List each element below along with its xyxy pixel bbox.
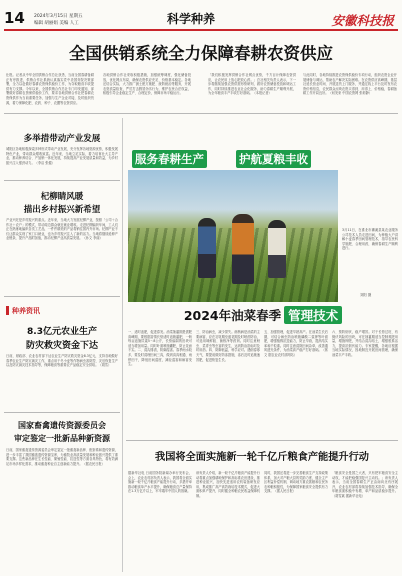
fund-headline-1: 8.3亿元农业生产 <box>27 327 97 337</box>
willow-headline-2: 描出乡村振兴新希望 <box>23 205 101 215</box>
masthead-logo: 安徽科技报 <box>331 13 394 28</box>
rapeseed-col-3: 五、加强管理，促进早熟高产。在油菜生长后期，可结合病虫防治喷施磷酸二氢钾等叶面肥，增强植株抗逆能力，防止早衰，提高结实率和千粒重。同时注意清除田间杂草，改善通风透光条件，为油菜高产稳产打好基础。（郭文 据农业农村部网站） <box>264 330 328 357</box>
grain-col-4: 「粮食安全是国之大者，只有把牢粮食安全主动权，才能把稳强国复兴主动权。」该负责人表示，当前全国春耕生产正由南向北有序展开，农业农村部将持续加强技术指导，确保全年粮食面积稳中有增、单产和品质稳步提升。（胡雪斌 据新华社电） <box>332 471 398 498</box>
column-label-mark <box>6 306 9 315</box>
rapeseed-divider <box>126 440 398 441</box>
photo-person-1 <box>198 218 216 278</box>
industry-headline: 多举措带动产业发展 <box>23 134 101 144</box>
photo-slogan-right: 护航夏粮丰收 <box>236 150 311 168</box>
issue-date: 2024年3月15日 星期五 <box>34 14 83 19</box>
news-photo <box>128 170 338 302</box>
lead-col-4: 与此同时，各地持续推进农资保供稳价专项行动，组织农资企业开展储备与调运，帮助农户解决实际困难。在农资供应高峰期，基层社延长营业时间、开展送货上门服务，并通过线上平台及时发布农资价格信息，农民群众反映农资买得到、用得上、价格稳，春耕备耕工作开局良好。（何发来 中国农资网 张莉静） <box>303 73 397 96</box>
photo-banner <box>128 150 332 166</box>
grain-col-3: 同时，我国还将进一步完善粮食生产支持政策体系，加大对产粮大县的奖励力度，健全主产区利益补偿机制，调动地方重农抓粮和农民务农种粮积极性，为保障国家粮食安全提供有力支撑。（据人民日报） <box>264 471 328 494</box>
photo-person-3 <box>268 220 286 278</box>
breed-headline-1: 国家畜禽遗传资源委员会 <box>18 421 106 430</box>
fund-divider <box>4 412 120 413</box>
industry-divider <box>4 180 120 181</box>
industry-body: 城阳区各地积极探索多种形式带动产业发展，充分发挥各地资源优势，积极发展特色产业，带动群众增收致富。近年来，当地立足实际，着力培育壮大主导产业，推动种养结合、产加销一体化发展，持续提高产业发展质量和效益，为乡村振兴注入强劲动力。（李洁 张健） <box>6 147 118 165</box>
willow-body: 产业兴旺是乡村振兴的重点。近年来，当地大力发展杞柳产业，按照「公司＋合作社＋农户」的模式，带动周边群众就近就业增收。走进杞柳编织车间，工人们正在熟练地编织各类工艺品，一件件精美的产品将销往国内外市场。杞柳产业不仅让群众实现了家门口就业，也为乡村振兴注入了新的活力。当地将继续延伸产业链条，提升产品附加值，推动杞柳产业高质量发展。（孙文 李丽） <box>6 218 118 241</box>
editors-line: 编辑 胡丽娟 美编 人工 <box>34 21 79 26</box>
photo-caption: 3月11日，在淮北市濉溪县某农业服务公司技术人员走进田间，为种植大户讲解小麦春季田间管理技术，指导农民科学施肥、合理用药，确保春耕生产顺利进行。 <box>342 228 398 251</box>
rapeseed-headline-pre: 2024年油菜春季 <box>183 308 282 323</box>
grain-headline: 我国将全面实施新一轮千亿斤粮食产能提升行动 <box>155 452 369 463</box>
photo-person-2 <box>232 214 254 284</box>
grain-col-2: 该负责人介绍，新一轮千亿斤粮食产能提升行动将重点加强耕地保护和高标准农田建设，推进种业振兴，加快先进适用农机装备研发应用，集成推广高产高效栽培技术模式，促进大面积单产提升，同时健全种粮农民收益保障机制。 <box>196 471 260 498</box>
grain-col-1: 据新华社电 日前国务院新闻办举行发布会，会上，农业农村部负责人表示，我国将全面实施新一轮千亿斤粮食产能提升行动，多措并举推动粮食单产水平提升，确保粮食总产量保持在1.3万亿斤以上，牢牢端牢中国人的饭碗。 <box>128 471 192 494</box>
willow-divider <box>4 296 120 297</box>
lead-divider <box>4 113 398 114</box>
section-title: 科学种养 <box>167 12 216 26</box>
left-column-rule <box>122 118 123 572</box>
news-column-label <box>6 305 40 316</box>
rapeseed-col-2: 三、防治病虫，减少损失。菌核病是油菜的主要病害，应在初花期至盛花期及时喷药防治，可选用咪鲜胺、菌核净等药剂。同时注意蚜虫、菜青虫等虫害的发生，达到防治指标时及时用药。四、防御低温，科学应对。遇倒春寒天气，要提前做好防冻措施，冻后及时追施速效肥，促进恢复生长。 <box>196 330 260 362</box>
fund-headline-2: 防灾救灾资金下达 <box>25 341 98 351</box>
photo-slogan-left: 服务春耕生产 <box>132 150 207 168</box>
rapeseed-col-1: 一、适时追肥，促进春发。油菜抽薹期是需肥高峰期，要根据苗情长势适时追施薹肥，一般每亩追施尿素5～8公斤，长势偏弱的田块可适当增加用量。同时叶面喷施硼肥，防止花而不实。二、清沟排渍，防御湿害。春季雨水较多，要及时清理田间三沟，做到沟沟相通、雨停田干，降低田间湿度，减轻湿害和病害发生。 <box>128 330 192 367</box>
header-rule <box>4 29 398 31</box>
rapeseed-col-4: 六、预防倒伏，稳产增效。对于长势过旺、有倒伏风险的田块，可在抽薹期适当控制氮肥用量，增施钾肥，并结合清沟培土，增强根系活力，提高抗倒伏能力。专家提醒，各地应根据当地实际情况，因地制宜开展田间管理，确保油菜丰产丰收。 <box>332 330 398 357</box>
lead-col-3: 「我们积极发挥供销合作社网点优势，千方百计保障农资供应，让农民用上放心肥放心药。」总社相关负责人表示，下一步将继续加强农资供需形势研判，做好农资储备投放和调运工作，同时持续推进农业社会化服务，助力春耕生产顺利开展，为全年粮食丰产丰收打好基础。（本报记者） <box>208 73 296 96</box>
lead-col-1: 仕报。记者从中华全国供销合作总社获悉，当前全国春耕备耕正有序推进，供销合作社系统认真落实党中央国务院决策部署，全力以赴做好春耕农资保供稳价工作，为夺取粮食丰收提供有力支撑。今年以来，全国供销合作总社专门印发通知，部署做好春耕农资保供稳价工作，要求各地供销合作社把春耕农资保供作为当前重要任务，加强与生产企业对接，及时组织货源，着力保障化肥、农药、种子、农膜等农资供应。 <box>6 73 94 105</box>
willow-headline-1: 杞柳睛风暖 <box>40 192 84 202</box>
photo-credit: 刘阳 摄 <box>360 293 372 297</box>
fund-body: 日前，财政部、农业农村部下达农业生产防灾救灾资金8.3亿元，支持各地做好春季农业生产防灾减灾工作，重点用于冬小麦等作物病虫害防控、灾后恢复生产以及防灾减灾技术指导等，保障粮食等重要农产品稳定安全供给。（胡雪） <box>6 354 118 368</box>
rapeseed-headline-post: 管理技术 <box>284 306 342 324</box>
rapeseed-headline <box>128 306 398 324</box>
lead-headline: 全国供销系统全力保障春耕农资供应 <box>69 44 333 63</box>
breed-headline-2: 审定鉴定一批新品种新资源 <box>14 434 110 443</box>
page-number: 14 <box>4 9 25 27</box>
lead-col-2: 各地供销合作社采取积极措施，加强统筹调度，强化储备投放，优化网点布局，确保农资供应充足、价格基本稳定。各地还结合实际，大力推广测土配方施肥、统防统治等服务，开展农资质量检查，严厉打击假冒伪劣行为，维护农民合法权益，积极引导企业稳定生产、合理定价，保障市场平稳运行。 <box>103 73 191 96</box>
breed-body: 日前，国家畜禽遗传资源委员会审定鉴定一批畜禽新品种、配套系和遗传资源，进一步丰富了我国畜禽遗传资源宝库，为畜牧业高质量发展和种业振兴提供了重要支撑。这些新品种在生长性能、繁殖性能、抗逆性等方面各具特色，将有效满足市场多样化需求，推动畜禽种业自主创新能力提升。（据农民日报） <box>6 448 118 466</box>
column-label-text: 种养资讯 <box>12 306 40 315</box>
